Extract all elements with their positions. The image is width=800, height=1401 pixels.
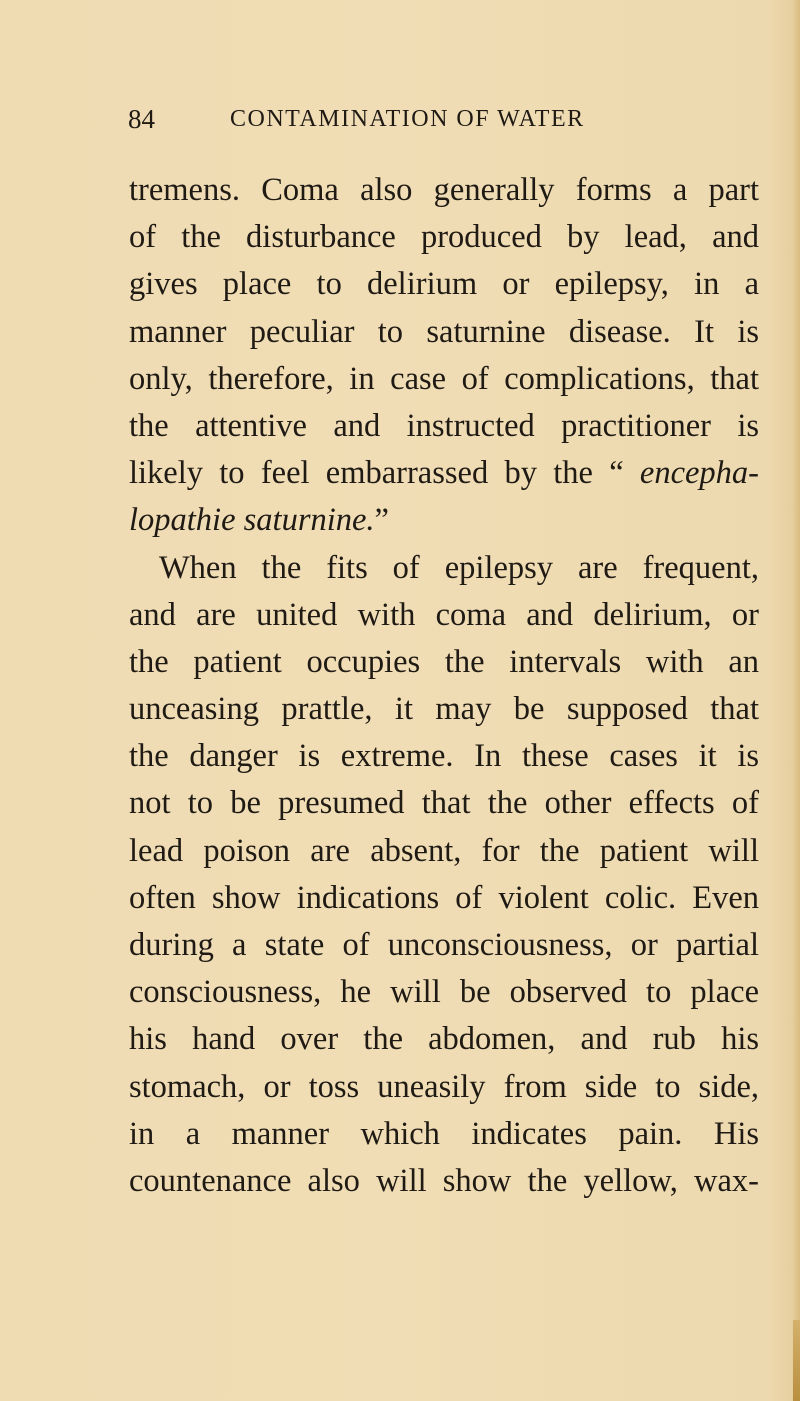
paragraph-start-line: When the fits of epilepsy are frequent, [159, 549, 759, 586]
text-line: lead poison are absent, for the patient will [129, 832, 759, 869]
text-line: countenance also will show the yellow, wax- [129, 1162, 759, 1199]
page-edge-stain [793, 1320, 800, 1401]
text-line: and are united with coma and delirium, or [129, 596, 759, 633]
text-line: often show indications of violent colic. Even [129, 879, 759, 916]
text-line: of the disturbance produced by lead, and [129, 219, 759, 256]
text-line-mixed [129, 450, 759, 497]
text-line: the attentive and instructed practitioner is [129, 407, 759, 444]
text-line: the patient occupies the intervals with an [129, 643, 759, 680]
text-line: gives place to delirium or epilepsy, in a [129, 266, 759, 303]
text-line: consciousness, he will be observed to place [129, 974, 759, 1011]
text-line: his hand over the abdomen, and rub his [129, 1021, 759, 1058]
text-line: the danger is extreme. In these cases it is [129, 738, 759, 775]
text-line: in a manner which indicates pain. His [129, 1115, 759, 1152]
body-text [129, 167, 759, 1205]
text-line: stomach, or toss uneasily from side to side, [129, 1068, 759, 1105]
text-line: tremens. Coma also generally forms a part [129, 172, 759, 208]
text-line: not to be presumed that the other effects of [129, 785, 759, 822]
italic-term: lopathie saturnine. [129, 502, 375, 539]
page-number: 84 [128, 104, 155, 134]
text-line: only, therefore, in case of complications, that [129, 360, 759, 397]
text-line-mixed [129, 497, 759, 544]
italic-term: encepha- [639, 455, 759, 492]
text-segment: ” [374, 502, 389, 539]
text-line: during a state of unconsciousness, or partial [129, 927, 759, 963]
text-segment: likely to feel embarrassed by the “ [129, 455, 640, 492]
text-line: manner peculiar to saturnine disease. It is [129, 313, 759, 350]
running-head: CONTAMINATION OF WATER [230, 106, 585, 132]
text-line: unceasing prattle, it may be supposed that [129, 691, 759, 728]
page-header [128, 104, 758, 144]
